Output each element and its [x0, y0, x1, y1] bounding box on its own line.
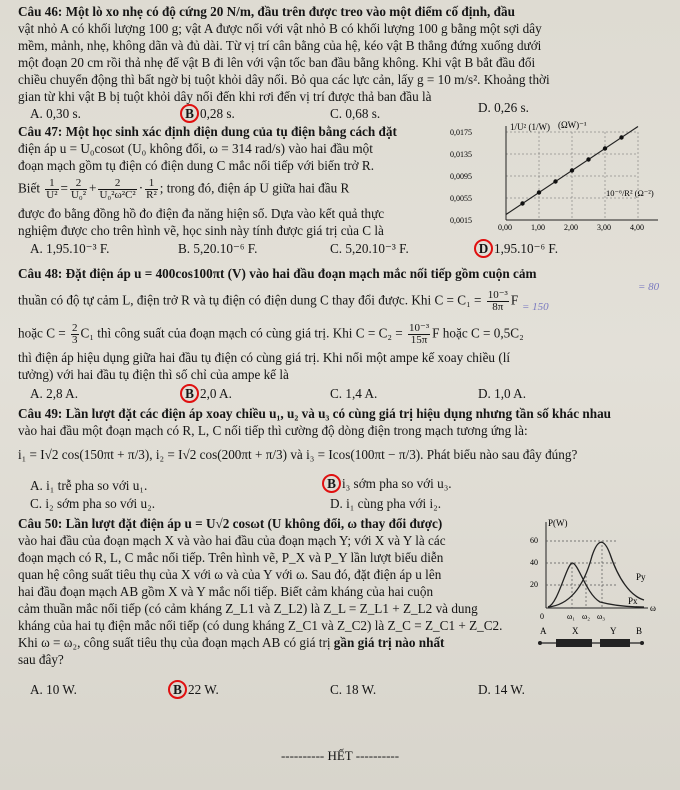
- q46-line-6: gian từ khi vật B bị tuột khỏi dây nối đến khi rơi đến vị trí được thả ban đầu là: [18, 89, 432, 104]
- q47-xtick-label: 2,00: [564, 223, 578, 232]
- q50-xtick-w2: ω₂: [582, 612, 591, 621]
- q47-grid: [506, 132, 638, 220]
- q48-line-5: tưởng) với hai đầu tụ điện thì số chỉ của ampe kế là: [18, 367, 289, 382]
- answer-circle: B: [322, 474, 341, 493]
- q50-line-5: hai đầu đoạn mạch AB gồm X và Y mắc nối tiếp. Biết cảm kháng của hai cuộn: [18, 584, 434, 599]
- answer-circle: D: [474, 239, 493, 258]
- q50-option-a: A. 10 W.: [30, 682, 77, 697]
- q47-ylabel: 1/U² (1/W): [510, 122, 550, 132]
- q48-line-3: hoặc C = $\frac{2}{3}$ C₁ thì công suất của đoạn mạch có cùng giá trị. Khi C = C₂ = $\frac{\text{10⁻³}}{15\pi}$ F hoặc C = 0,5C₂: [18, 322, 524, 346]
- q46-line-5: chiều chuyển động thì bất ngờ bị tuột khỏi dây nối. Bỏ qua các lực cản, lấy g = 10 m/s². Khoảng thời: [18, 72, 550, 87]
- q48-option-b: B 2,0 A.: [180, 384, 232, 403]
- q50-line-8: Khi ω = ω₂, công suất tiêu thụ của đoạn mạch AB có giá trị gần giá trị nào nhất: [18, 635, 445, 650]
- q47-data-point: [586, 157, 590, 161]
- q47-ytick-label: 0,0055: [450, 194, 472, 203]
- q47-ytick-label: 0,0095: [450, 172, 472, 181]
- q47-ytick-label: 0,0175: [450, 128, 472, 137]
- answer-circle: B: [180, 384, 199, 403]
- q49-option-c: C. i₂ sớm pha so với u₂.: [30, 496, 155, 511]
- q47-option-a: A. 1,95.10⁻³ F.: [30, 241, 110, 256]
- q47-option-b: B. 5,20.10⁻⁶ F.: [178, 241, 258, 256]
- q48-option-c: C. 1,4 A.: [330, 386, 378, 401]
- q46-line-3: mềm, mảnh, nhẹ, không dãn và đủ dài. Từ vị trí cân bằng của hệ, kéo vật B thẳng đứng xuống dưới: [18, 38, 542, 53]
- q50-graph: [520, 516, 670, 656]
- q47-line-3: đoạn mạch gồm tụ điện có điện dung C mắc nối tiếp với biến trở R.: [18, 158, 375, 173]
- q47-xtick-label: 3,00: [597, 223, 611, 232]
- q46-line-4: một đoạn 20 cm rồi thả nhẹ để vật B đi lên với vận tốc ban đầu bằng không. Khi vật B bắt đầu đổi: [18, 55, 536, 70]
- footer-end: ---------- HẾT ----------: [280, 748, 400, 763]
- q50-line-4: quan hệ công suất tiêu thụ của X với ω và của Y với ω. Sau đó, đặt điện áp u lên: [18, 567, 442, 582]
- q50-line-2: vào hai đầu của đoạn mạch X và vào hai đầu của đoạn mạch Y; với X và Y là các: [18, 533, 446, 548]
- q47-option-c: C. 5,20.10⁻³ F.: [330, 241, 409, 256]
- q48-option-d: D. 1,0 A.: [478, 386, 526, 401]
- q50-xtick-w3: ω₃: [597, 612, 606, 621]
- q49-line-3: i₁ = I√2 cos(150πt + π/3), i₂ = I√2 cos(200πt + π/3) và i₃ = Icos(100πt − π/3). Phát biểu nào sau đây đúng?: [18, 447, 578, 462]
- q47-data-point: [603, 146, 607, 150]
- q47-xticks: [498, 223, 644, 232]
- q46-option-c: C. 0,68 s.: [330, 106, 381, 121]
- q49-option-b: B i₃ sớm pha so với u₃.: [322, 474, 452, 493]
- q50-block-y: [600, 639, 630, 647]
- q50-line-1: Câu 50: Lần lượt đặt điện áp u = U√2 cosωt (U không đổi, ω thay đổi được): [18, 516, 443, 531]
- q47-line-6: nghiệm được cho trên hình vẽ, học sinh này tính được giá trị của C là: [18, 223, 384, 238]
- q50-circuit-a: A: [540, 626, 547, 636]
- q47-line-1: Câu 47: Một học sinh xác định điện dung của tụ điện bằng cách đặt: [18, 124, 397, 139]
- q50-xtick-0: 0: [540, 612, 544, 621]
- q47-data-point: [570, 168, 574, 172]
- q47-line-5: được đo bằng đồng hồ đo điện đa năng hiện số. Dựa vào kết quả thực: [18, 206, 385, 221]
- q50-option-d: D. 14 W.: [478, 682, 525, 697]
- q49-line-1: Câu 49: Lần lượt đặt các điện áp xoay chiều u₁, u₂ và u₃ có cùng giá trị hiệu dụng nhưng tần số khác nhau: [18, 406, 612, 421]
- q50-xtick-w1: ω₁: [567, 612, 576, 621]
- q47-yunit: (ΩW)⁻¹: [558, 120, 587, 130]
- q49-option-d: D. i₁ cùng pha với i₂.: [330, 496, 442, 511]
- q50-ytick-60: 60: [530, 536, 538, 545]
- q47-ytick-label: 0,0135: [450, 150, 472, 159]
- q50-option-b: B 22 W.: [168, 680, 219, 699]
- q46-option-b: B 0,28 s.: [180, 104, 235, 123]
- q48-line-2: thuần có độ tự cảm L, điện trở R và tụ điện có điện dung C thay đổi được. Khi C = C₁ = $\frac{\text{10⁻³}}{8\pi}$ F: [18, 289, 519, 313]
- q47-data-point: [537, 190, 541, 194]
- q50-option-c: C. 18 W.: [330, 682, 377, 697]
- q48-line-4: thì điện áp hiệu dụng giữa hai đầu tụ điện có cùng giá trị. Khi nối một ampe kế xoay chiều (lí: [18, 350, 511, 365]
- q47-yticks: [450, 128, 472, 225]
- q47-data-point: [619, 135, 623, 139]
- q50-line-3: đoạn mạch có R, L, C mắc nối tiếp. Trên hình vẽ, P_X và P_Y lần lượt biểu diễn: [18, 550, 444, 565]
- q47-formula-line: Biết $\frac{1}{\text{U²}}$ = $\frac{2}{\text{U₀²}}$ + $\frac{2}{\text{U₀²ω²C²}}$ · $\frac{1}{\text{R²}}$ ; trong đó, điện áp U giữa hai đầu R: [18, 177, 350, 201]
- q47-xtick-label: 4,00: [630, 223, 644, 232]
- q50-circuit-x: X: [572, 626, 579, 636]
- q46-option-a: A. 0,30 s.: [30, 106, 81, 121]
- answer-circle: B: [180, 104, 199, 123]
- q46-line-1: Câu 46: Một lò xo nhẹ có độ cứng 20 N/m, đầu trên được treo vào một điểm cố định, đầu: [18, 4, 515, 19]
- answer-circle: B: [168, 680, 187, 699]
- q47-xlabel: 10⁻⁶/R² (Ω⁻²): [606, 188, 654, 198]
- handwritten-note-2: = 150: [522, 301, 549, 313]
- q47-option-d: D 1,95.10⁻⁶ F.: [474, 239, 558, 258]
- q50-label-px: Px: [628, 596, 638, 606]
- q46-option-d: D. 0,26 s.: [478, 100, 529, 115]
- handwritten-note-1: = 80: [638, 281, 660, 293]
- q47-line-2: điện áp u = U₀cosωt (U₀ không đổi, ω = 314 rad/s) vào hai đầu một: [18, 141, 373, 156]
- q48-line-1: Câu 48: Đặt điện áp u = 400cos100πt (V) vào hai đầu đoạn mạch mắc nối tiếp gồm cuộn cảm: [18, 266, 537, 281]
- q47-graph: [448, 118, 670, 240]
- q50-line-7: kháng của hai tụ điện mắc nối tiếp (có dung kháng Z_C1 và Z_C2) là Z_C = Z_C1 + Z_C2.: [18, 618, 503, 633]
- q50-label-py: Py: [636, 572, 646, 582]
- q47-data-point: [553, 179, 557, 183]
- q50-ylabel: P(W): [548, 518, 568, 528]
- q49-option-a: A. i₁ trễ pha so với u₁.: [30, 478, 148, 493]
- q47-xtick-label: 1,00: [531, 223, 545, 232]
- q50-block-x: [556, 639, 592, 647]
- q50-line-9: sau đây?: [18, 652, 64, 667]
- q49-line-2: vào hai đầu một đoạn mạch có R, L, C nối tiếp thì cường độ dòng điện trong mạch tương ứng là:: [18, 423, 528, 438]
- q50-circuit-y: Y: [610, 626, 617, 636]
- q47-data-point: [520, 201, 524, 205]
- q50-xlabel: ω: [650, 603, 656, 613]
- q50-line-6: cảm thuần mắc nối tiếp (có cảm kháng Z_L1 và Z_L2) là Z_L = Z_L1 + Z_L2 và dung: [18, 601, 478, 616]
- q46-line-2: vật nhỏ A có khối lượng 100 g; vật A được nối với vật nhỏ B có khối lượng 100 g bằng một sợi dây: [18, 21, 542, 36]
- q50-node-b: [640, 641, 644, 645]
- q48-option-a: A. 2,8 A.: [30, 386, 78, 401]
- q50-ytick-20: 20: [530, 580, 538, 589]
- q50-circuit-b: B: [636, 626, 643, 636]
- q47-ytick-label: 0,0015: [450, 216, 472, 225]
- q47-xtick-label: 0,00: [498, 223, 512, 232]
- q50-node-a: [538, 641, 542, 645]
- q50-ytick-40: 40: [530, 558, 538, 567]
